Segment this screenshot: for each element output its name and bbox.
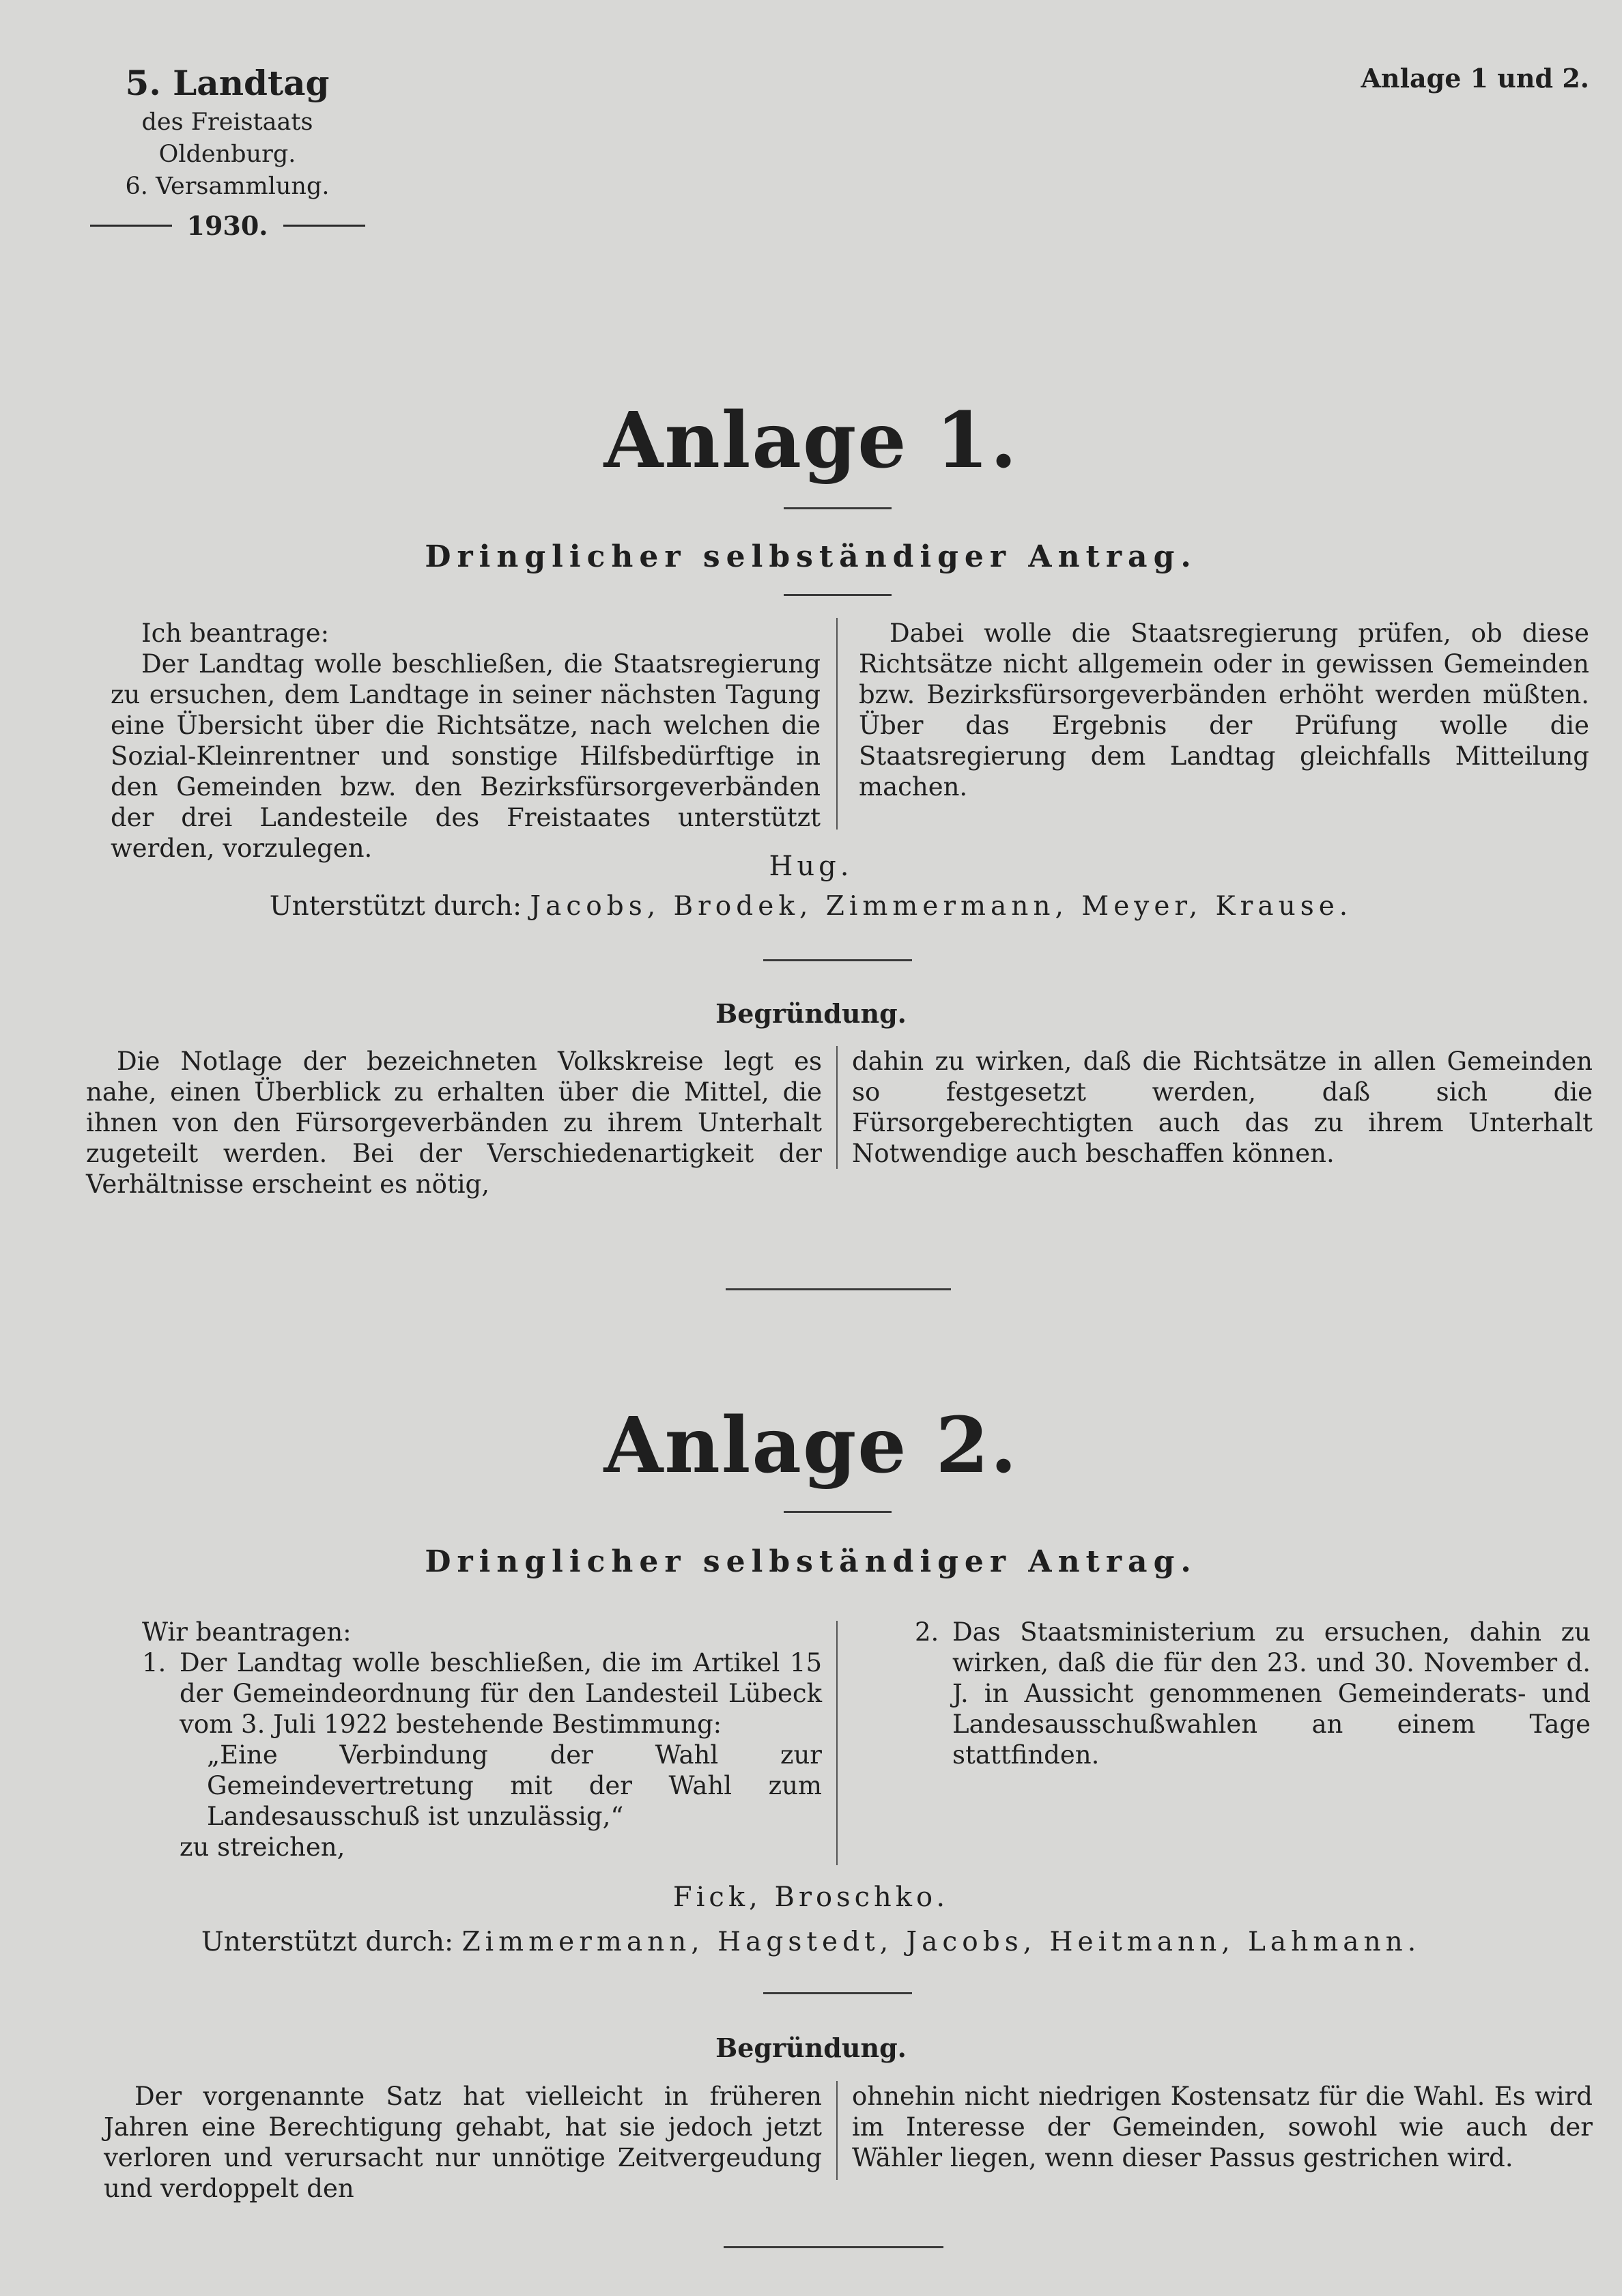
- anlage2-left-column: [142, 1617, 822, 1862]
- anlage2-support-names: Zimmermann, Hagstedt, Jacobs, Heitmann, Lahmann.: [461, 1927, 1421, 1957]
- anlage1-begruendung-title: Begründung.: [715, 998, 907, 1029]
- anlage1-begruendung-right: [852, 1046, 1593, 1169]
- document-header: [74, 60, 381, 244]
- anlage1-begruendung-divider: [836, 1046, 838, 1169]
- anlage2-subtitle: Dringlicher selbständiger Antrag.: [425, 1544, 1197, 1579]
- anlage2-intro: Wir beantragen:: [142, 1617, 352, 1647]
- anlage2-support-label: Unterstützt durch:: [201, 1927, 454, 1957]
- anlage1-subtitle: Dringlicher selbständiger Antrag.: [425, 539, 1197, 574]
- anlage2-column-divider: [836, 1621, 838, 1865]
- anlage1-subtitle-rule: [784, 594, 892, 596]
- anlage1-begruendung-right-text: dahin zu wirken, daß die Richtsätze in allen Gemeinden so festgesetzt werden, daß sich die Fürsorgeberechtigten auch das zu ihrem Unterhalt Notwendige auch beschaffen können.: [852, 1047, 1593, 1168]
- anlage1-title: Anlage 1.: [603, 396, 1019, 485]
- anlage2-begruendung-left-text: Der vorgenannte Satz hat vielleicht in früheren Jahren eine Berechtigung gehabt, hat sie jedoch jetzt verloren und verursacht nur unnötige Zeitvergeudung und verdoppelt den: [104, 2082, 822, 2203]
- anlage2-item-2-number: 2.: [915, 1617, 939, 1647]
- anlage1-column-divider: [836, 618, 838, 830]
- anlage2-begruendung-title: Begründung.: [715, 2032, 907, 2063]
- appendix-label: Anlage 1 und 2.: [1361, 63, 1589, 94]
- anlage2-supporters: [0, 1927, 1622, 1957]
- anlage1-support-names: Jacobs, Brodek, Zimmermann, Meyer, Krause.: [530, 891, 1353, 922]
- year-line: [74, 208, 381, 243]
- anlage2-title-rule: [784, 1511, 892, 1513]
- anlage1-right-column: [859, 618, 1589, 802]
- assembly-number: 6. Versammlung.: [125, 173, 330, 200]
- state-name: des Freistaats Oldenburg.: [141, 108, 313, 168]
- anlage2-item-1-tail: zu streichen,: [180, 1832, 345, 1862]
- anlage1-title-rule: [784, 507, 892, 509]
- anlage1-separator: [763, 959, 912, 961]
- anlage1-intro: Ich beantrage:: [141, 619, 330, 648]
- anlage1-left-column: [111, 618, 821, 864]
- anlage1-right-text: Dabei wolle die Staatsregierung prüfen, ob diese Richtsätze nicht allgemein oder in gewissen Gemeinden bzw. Bezirksfürsorgeverbänden erhöht werden müßten. Über das Ergebnis der Prüfung wolle die Staatsregierung dem Landtag gleichfalls Mitteilung machen.: [859, 619, 1589, 802]
- anlage2-separator: [763, 1992, 912, 1994]
- section-separator: [726, 1288, 951, 1290]
- anlage1-begruendung-left: [86, 1046, 822, 1200]
- anlage2-begruendung-left: [104, 2081, 822, 2204]
- anlage2-begruendung-divider: [836, 2081, 838, 2180]
- anlage2-title: Anlage 2.: [603, 1401, 1019, 1490]
- anlage1-motion-text: Der Landtag wolle beschließen, die Staatsregierung zu ersuchen, dem Landtage in seiner nächsten Tagung eine Übersicht über die Richtsätze, nach welchen die Sozial-Kleinrentner und sonstige Hilfsbedürftige in den Gemeinden bzw. den Bezirksfürsorgeverbänden der drei Landesteile des Freistaates unterstützt werden, vorzulegen.: [111, 649, 821, 863]
- anlage2-item-2-text: Das Staatsministerium zu ersuchen, dahin zu wirken, daß die für den 23. und 30. November d. J. in Aussicht genommenen Gemeinderats- und Landesausschußwahlen an einem Tage stattfinden.: [952, 1617, 1591, 1770]
- landtag-number: 5. Landtag: [125, 63, 330, 103]
- footer-rule: [724, 2246, 943, 2248]
- anlage1-begruendung-left-text: Die Notlage der bezeichneten Volkskreise legt es nahe, einen Überblick zu erhalten über die Mittel, die ihnen von den Fürsorgeverbänden zu ihrem Unterhalt zugeteilt werden. Bei der Verschiedenartigkeit der Verhältnisse erscheint es nötig,: [86, 1047, 822, 1199]
- anlage2-item-1-text: Der Landtag wolle beschließen, die im Artikel 15 der Gemeindeordnung für den Landesteil Lübeck vom 3. Juli 1922 bestehende Bestimmung:: [180, 1648, 822, 1739]
- anlage2-right-column: [915, 1617, 1591, 1770]
- anlage2-item-1-number: 1.: [142, 1648, 167, 1677]
- year-rule-left: [90, 225, 172, 227]
- anlage1-support-label: Unterstützt durch:: [269, 891, 522, 922]
- anlage2-begruendung-right-text: ohnehin nicht niedrigen Kostensatz für die Wahl. Es wird im Interesse der Gemeinden, sowohl wie auch der Wähler liegen, wenn dieser Passus gestrichen wird.: [852, 2082, 1593, 2172]
- anlage1-supporters: [0, 891, 1622, 922]
- anlage1-signer: Hug.: [769, 851, 853, 882]
- anlage2-item-1-quote: „Eine Verbindung der Wahl zur Gemeindevertretung mit der Wahl zum Landesausschuß ist unzulässig,“: [207, 1740, 822, 1831]
- anlage2-begruendung-right: [852, 2081, 1593, 2173]
- anlage2-item-1: [142, 1647, 822, 1740]
- anlage2-signers: Fick, Broschko.: [672, 1882, 950, 1913]
- anlage2-item-2: [915, 1617, 1591, 1770]
- year-rule-right: [283, 225, 365, 227]
- year: 1930.: [186, 210, 268, 242]
